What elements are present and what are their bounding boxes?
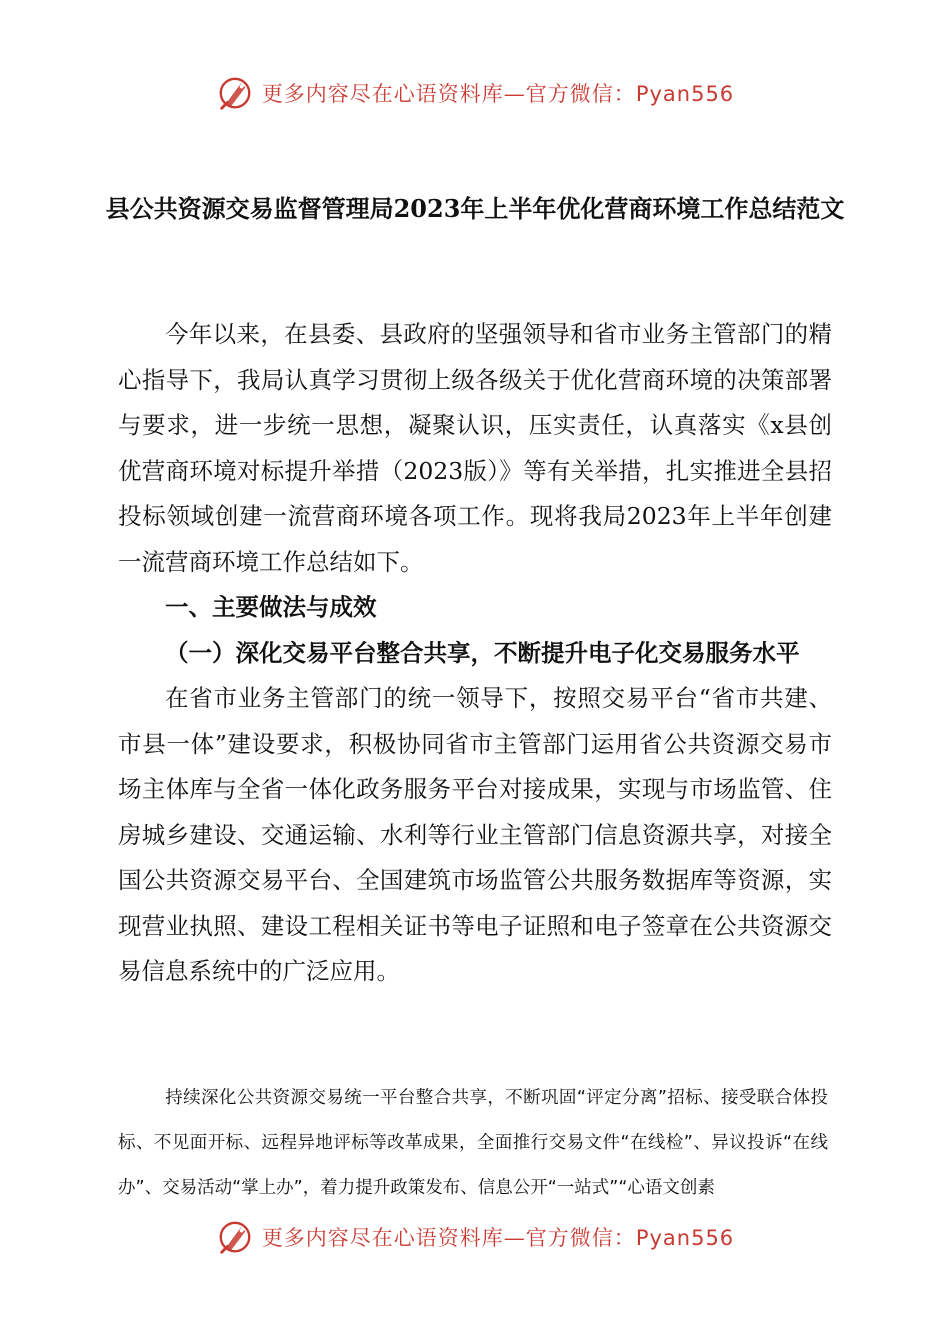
- document-body: [118, 312, 832, 995]
- watermark-text: 更多内容尽在心语资料库—官方微信：Pyan556: [261, 82, 735, 106]
- document-title: 县公共资源交易监督管理局2023年上半年优化营商环境工作总结范文: [105, 194, 845, 223]
- watermark-text: 更多内容尽在心语资料库—官方微信：Pyan556: [261, 1226, 735, 1250]
- section-heading-1: 一、主要做法与成效: [165, 593, 377, 621]
- pen-nib-logo-icon: [216, 1218, 254, 1256]
- pen-nib-logo-icon: [216, 74, 254, 112]
- watermark-wechat: Pyan556: [635, 1226, 735, 1250]
- watermark-wechat: Pyan556: [635, 82, 735, 106]
- intro-paragraph: 今年以来，在县委、县政府的坚强领导和省市业务主管部门的精心指导下，我局认真学习贯彻上级各级关于优化营商环境的决策部署与要求，进一步统一思想，凝聚认识，压实责任，认真落实《x县创优营商环境对标提升举措（2023版）》等有关举措，扎实推进全县招投标领域创建一流营商环境各项工作。现将我局2023年上半年创建一流营商环境工作总结如下。: [118, 320, 832, 576]
- continuation-paragraph: 持续深化公共资源交易统一平台整合共享，不断巩固“评定分离”招标、接受联合体投标、不见面开标、远程异地评标等改革成果，全面推行交易文件“在线检”、异议投诉“在线办”、交易活动“掌上办”，着力提升政策发布、信息公开“一站式”“心语文创素: [118, 1088, 828, 1198]
- subsection-paragraph-1: 在省市业务主管部门的统一领导下，按照交易平台“省市共建、市县一体”建设要求，积极协同省市主管部门运用省公共资源交易市场主体库与全省一体化政务服务平台对接成果，实现与市场监管、住房城乡建设、交通运输、水利等行业主管部门信息资源共享，对接全国公共资源交易平台、全国建筑市场监管公共服务数据库等资源，实现营业执照、建设工程相关证书等电子证照和电子签章在公共资源交易信息系统中的广泛应用。: [118, 684, 832, 985]
- watermark-banner-top: [0, 70, 950, 116]
- watermark-banner-bottom: [0, 1214, 950, 1260]
- subsection-heading-1: （一）深化交易平台整合共享，不断提升电子化交易服务水平: [165, 638, 800, 667]
